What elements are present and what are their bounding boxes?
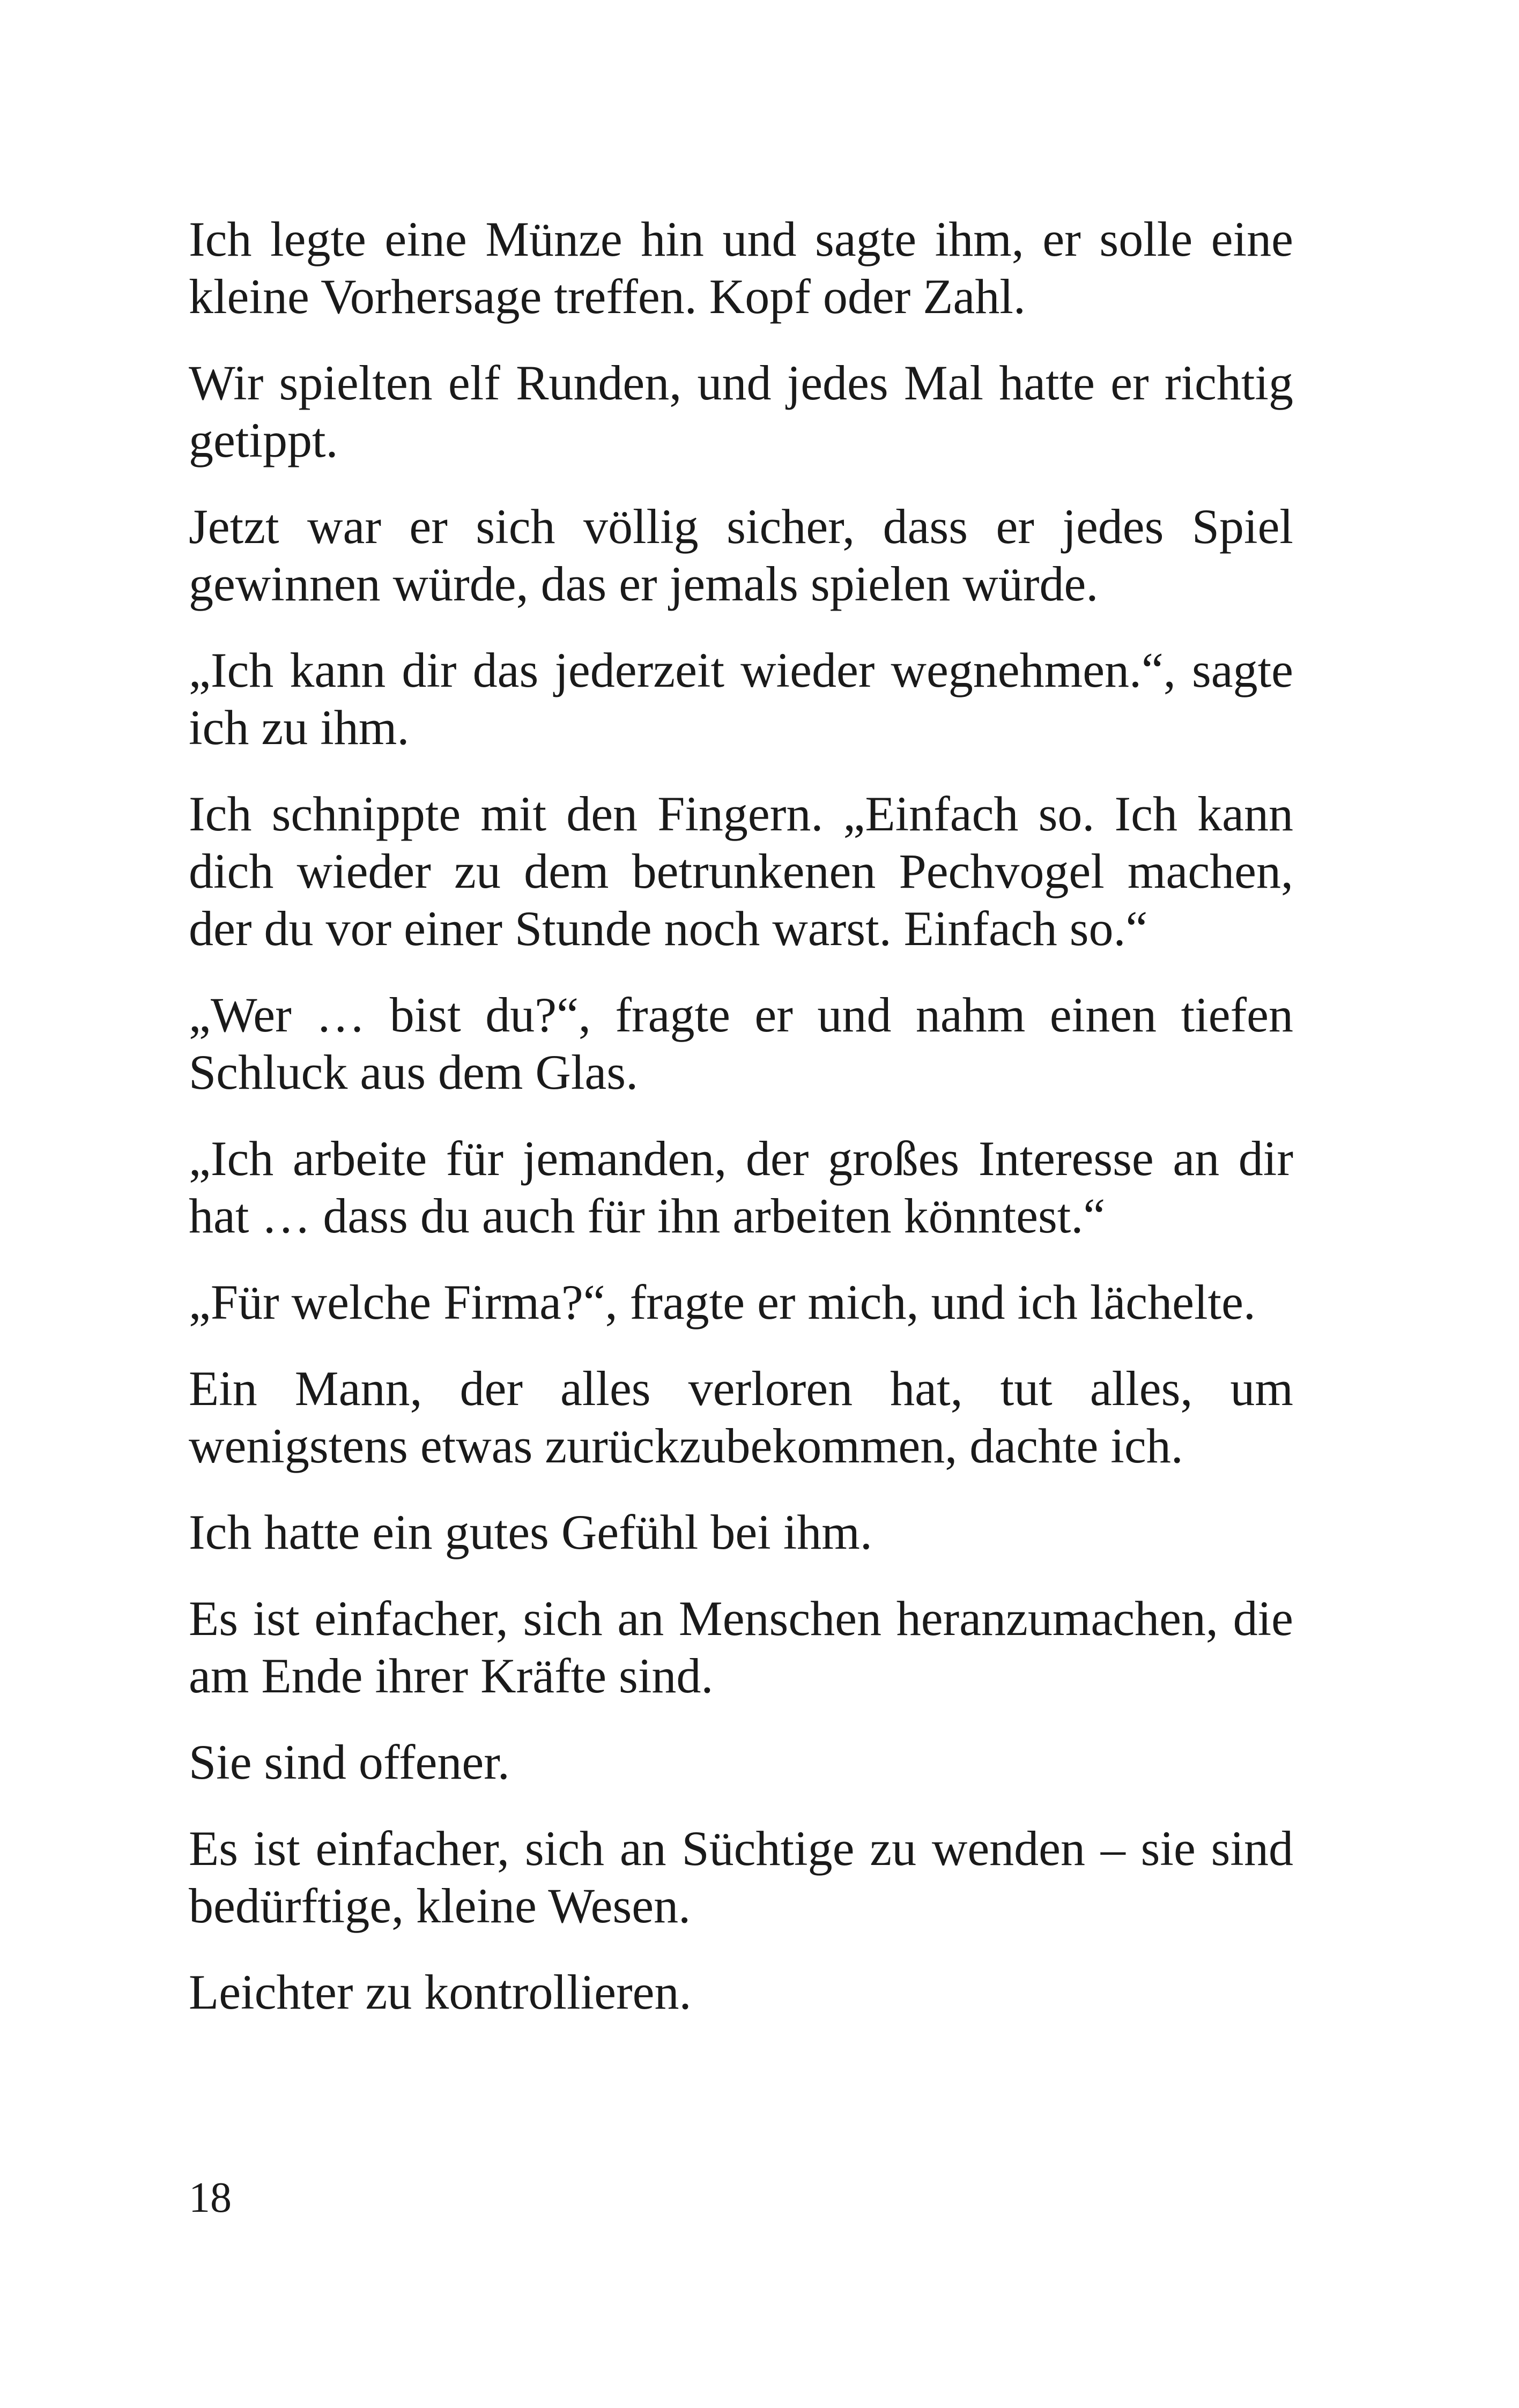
paragraph-10: Ich hatte ein gutes Gefühl bei ihm. [189,1505,872,1559]
paragraph-11: Es ist einfacher, sich an Menschen heranzumachen, die am Ende ihrer Kräfte sind. [189,1591,1293,1703]
paragraph-8: „Für welche Firma?“, fragte er mich, und ich lächelte. [189,1275,1256,1329]
paragraph-12: Sie sind offener. [189,1735,510,1789]
page-number: 18 [189,2174,232,2221]
paragraph-3: Jetzt war er sich völlig sicher, dass er jedes Spiel gewinnen würde, das er jemals spielen würde. [189,499,1293,611]
paragraph-6: „Wer … bist du?“, fragte er und nahm einen tiefen Schluck aus dem Glas. [189,987,1293,1099]
paragraph-7: „Ich arbeite für jemanden, der großes Interesse an dir hat … dass du auch für ihn arbeiten könntest.“ [189,1131,1293,1243]
paragraph-9: Ein Mann, der alles verloren hat, tut alles, um wenigstens etwas zurückzubekommen, dachte ich. [189,1361,1293,1473]
paragraph-13: Es ist einfacher, sich an Süchtige zu wenden – sie sind bedürftige, kleine Wesen. [189,1821,1293,1933]
body-text [189,211,1293,2050]
paragraph-5: Ich schnippte mit den Fingern. „Einfach so. Ich kann dich wieder zu dem betrunkenen Pechvogel machen, der du vor einer Stunde noch warst. Einfach so.“ [189,786,1293,956]
paragraph-14: Leichter zu kontrollieren. [189,1965,692,2019]
paragraph-2: Wir spielten elf Runden, und jedes Mal hatte er richtig getippt. [189,355,1293,467]
paragraph-1: Ich legte eine Münze hin und sagte ihm, er solle eine kleine Vorhersage treffen. Kopf oder Zahl. [189,212,1293,324]
paragraph-4: „Ich kann dir das jederzeit wieder wegnehmen.“, sagte ich zu ihm. [189,643,1293,755]
